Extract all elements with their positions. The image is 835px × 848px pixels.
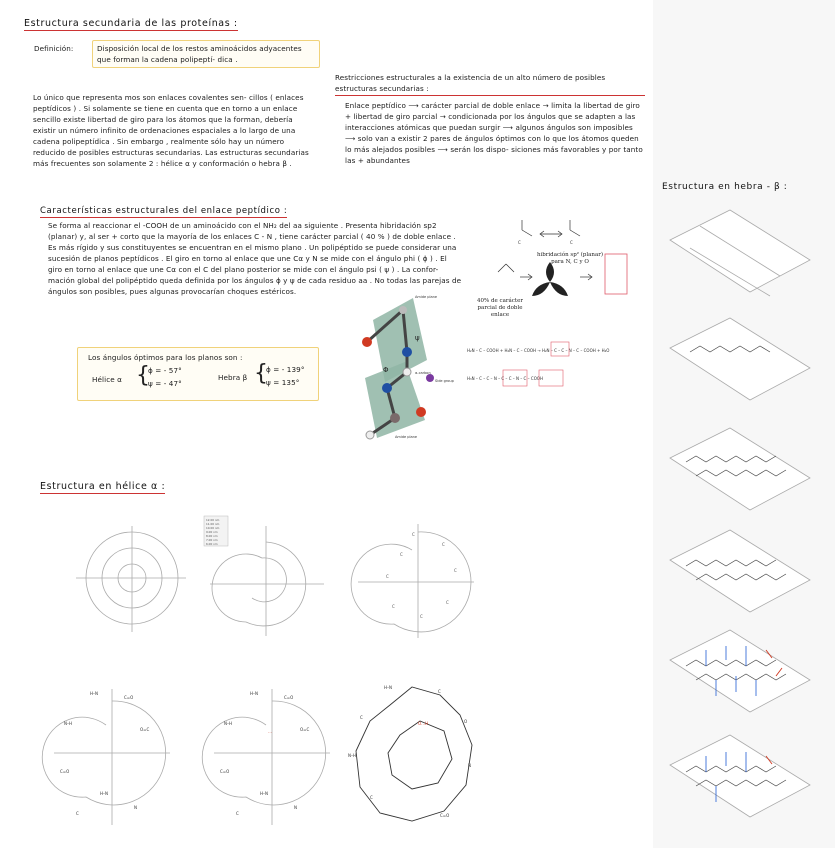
peptide-reaction-figure: [465, 338, 660, 398]
svg-text:H₂N – C – COOH + H₂N – C – C: H₂N – C – COOH + H₂N – C – COOH → H₂N – C – C – N – C – COOH + H₂O: [467, 348, 610, 353]
svg-text:11.00 nm: 11.00 nm: [206, 522, 220, 526]
svg-text:H–N: H–N: [260, 791, 268, 796]
helix-spirals-row2: [40, 675, 480, 835]
svg-text:H–N: H–N: [100, 791, 108, 796]
helice-label: Hélice α: [92, 375, 123, 384]
svg-text:C: C: [386, 574, 389, 579]
definicion-box: Disposición local de los restos aminoácidos adyacentes que forman la cadena polipeptí- dica .: [92, 40, 320, 68]
svg-text:C=O: C=O: [440, 813, 450, 818]
svg-text:10.00 nm: 10.00 nm: [206, 526, 220, 530]
brace-icon: {: [254, 361, 268, 386]
svg-text:C: C: [400, 552, 403, 557]
beta-sheet-figures: [660, 200, 830, 830]
sheet-panel-3: [670, 428, 810, 510]
hibridacion-percent: 40% de carácter parcial de doble enlace: [477, 298, 523, 318]
svg-text:N: N: [294, 805, 297, 810]
hebra-label: Hebra β: [218, 373, 248, 382]
angles-intro: Los ángulos óptimos para los planos son :: [88, 353, 243, 362]
svg-text:7.00 nm: 7.00 nm: [206, 538, 218, 542]
svg-text:C: C: [236, 811, 239, 816]
side-group-atom: [426, 374, 434, 382]
svg-text:C: C: [518, 240, 521, 245]
svg-text:12.00 nm: 12.00 nm: [206, 518, 220, 522]
angles-box: [77, 347, 319, 401]
oxygen-atom: [416, 407, 426, 417]
nitrogen-atom: [402, 347, 412, 357]
page-title: Estructura secundaria de las proteínas :: [24, 18, 238, 29]
svg-text:C: C: [438, 689, 441, 694]
svg-text:C: C: [446, 600, 449, 605]
svg-text:O=C: O=C: [300, 727, 310, 732]
svg-text:C: C: [454, 568, 457, 573]
helix-panel-3: [351, 524, 474, 638]
alpha-carbon-atom: [403, 368, 411, 376]
amide-plane-top-label: Amide plane: [415, 295, 437, 299]
svg-text:C: C: [360, 715, 363, 720]
nitrogen-atom: [382, 383, 392, 393]
sheet-panel-4: [670, 530, 810, 612]
oxygen-atom: [362, 337, 372, 347]
svg-text:N–H: N–H: [348, 753, 356, 758]
svg-text:6.00 nm: 6.00 nm: [206, 542, 218, 546]
amide-plane-bottom-label: Amide plane: [395, 435, 417, 439]
svg-text:C=O: C=O: [220, 769, 230, 774]
peptide-planes-figure: [355, 290, 465, 440]
hydrogen-atom: [366, 431, 374, 439]
svg-text:C=O: C=O: [284, 695, 294, 700]
svg-text:H–N: H–N: [90, 691, 98, 696]
restricciones-text: Enlace peptídico ⟶ carácter parcial de doble enlace → limita la libertad de giro + libertad de giro parcial → condicionada por los ángulos que se adapten a las interacciones atómicas que puedan surgir ⟶ algunos ángulos son imposibles ⟶ solo van a existir 2 pares de ángulos óptimos con lo que los átomos queden lo más alejados posibles ⟶ serán los dispo- siciones más favorables y por tanto las + abundantes: [345, 101, 643, 165]
phi-label: Φ: [383, 366, 389, 374]
svg-text:H–N: H–N: [384, 685, 392, 690]
intro-paragraph: Lo único que representa mos son enlaces covalentes sen- cillos ( enlaces peptídicos ) . Si solamente se tiene en cuenta que en torno a un enlace sencillo existe libertad de giro para los átomos que la forman, debería existir un número infinito de ordenaciones espaciales a lo largo de una cadena polipeptídica . Sin embargo , realmente sólo hay un número reducido de posibles estructuras secundarias. Las estructuras secundarias más frecuentes son solamente 2 : hélice α y conformación o hebra β .: [33, 93, 309, 168]
svg-text:N–H: N–H: [224, 721, 232, 726]
hibridacion-caption: hibridación sp² (planar) para N, C y O: [536, 252, 604, 265]
helice-phi: ϕ = - 57°: [148, 366, 182, 375]
psi-label: ψ: [415, 334, 420, 342]
svg-text:C: C: [370, 795, 373, 800]
brace-icon: {: [136, 363, 150, 388]
svg-text:H–N: H–N: [250, 691, 258, 696]
sheet-panel-5: [670, 630, 810, 712]
svg-text:C: C: [412, 532, 415, 537]
hebra-psi: ψ = 135°: [266, 378, 300, 387]
alpha-carbon-label: α-carbon: [415, 371, 431, 375]
svg-text:C: C: [420, 614, 423, 619]
svg-text:O=C: O=C: [140, 727, 150, 732]
hebra-title: Estructura en hebra - β :: [662, 182, 788, 192]
hebra-phi: ϕ = - 139°: [266, 365, 305, 374]
caracteristicas-heading: Características estructurales del enlace peptídico :: [40, 206, 288, 216]
hydrogen-atom: [399, 306, 407, 314]
sheet-panel-6: [670, 735, 810, 817]
helix-panel-1: [76, 526, 186, 632]
side-group-label: Side group: [435, 379, 454, 383]
svg-text:C: C: [570, 240, 573, 245]
svg-text:…: …: [268, 729, 272, 734]
svg-text:8.00 nm: 8.00 nm: [206, 534, 218, 538]
helice-psi: ψ = - 47°: [148, 379, 182, 388]
caracteristicas-text: Se forma al reaccionar el -COOH de un aminoácido con el NH₂ del aa siguiente . Presenta hibridación sp2 (planar) y, al ser + corto que la mayoría de los enlaces C - N , tiene carácter parcial ( 40 % ) de doble enlace . Es más rígido y sus constituyentes se encuentran en el mismo plano . Un polipéptido se puede considerar una sucesión de planos peptídicos . El giro en torno al enlace que une Cα y N se mide con el ángulo phi ( ϕ ) . El giro en torno al enlace que une Cα con el C del plano posterior se mide con el ángulo psi ( ψ ) . La confor- mación global del polipéptido queda definida por los ángulos ϕ y ψ de cada residuo aa . No todas las parejas de ángulos son posibles, pues algunas provocarían choques estéricos.: [48, 221, 462, 296]
svg-text:O: O: [464, 719, 468, 724]
svg-text:C=O: C=O: [124, 695, 134, 700]
svg-text:N: N: [134, 805, 137, 810]
definicion-label: Definición:: [34, 44, 74, 53]
svg-text:N–H: N–H: [64, 721, 72, 726]
helice-title: Estructura en hélice α :: [40, 481, 166, 492]
svg-text:C: C: [76, 811, 79, 816]
helix-spirals-row1: [40, 512, 480, 652]
restricciones-heading: Restricciones estructurales a la existencia de un alto número de posibles estructuras secundarias :: [335, 72, 645, 96]
svg-text:9.00 nm: 9.00 nm: [206, 530, 218, 534]
svg-text:H₃N – C – C – N – C – C – N –: H₃N – C – C – N – C – C – N – C – COOH: [467, 376, 543, 381]
svg-text:C: C: [392, 604, 395, 609]
svg-text:C: C: [442, 542, 445, 547]
sheet-panel-2: [670, 318, 810, 400]
svg-text:N: N: [468, 763, 471, 768]
carbon-atom: [390, 413, 400, 423]
helix-panel-6: [356, 687, 472, 821]
svg-text:C=O: C=O: [60, 769, 70, 774]
svg-text:O…H: O…H: [418, 721, 429, 726]
